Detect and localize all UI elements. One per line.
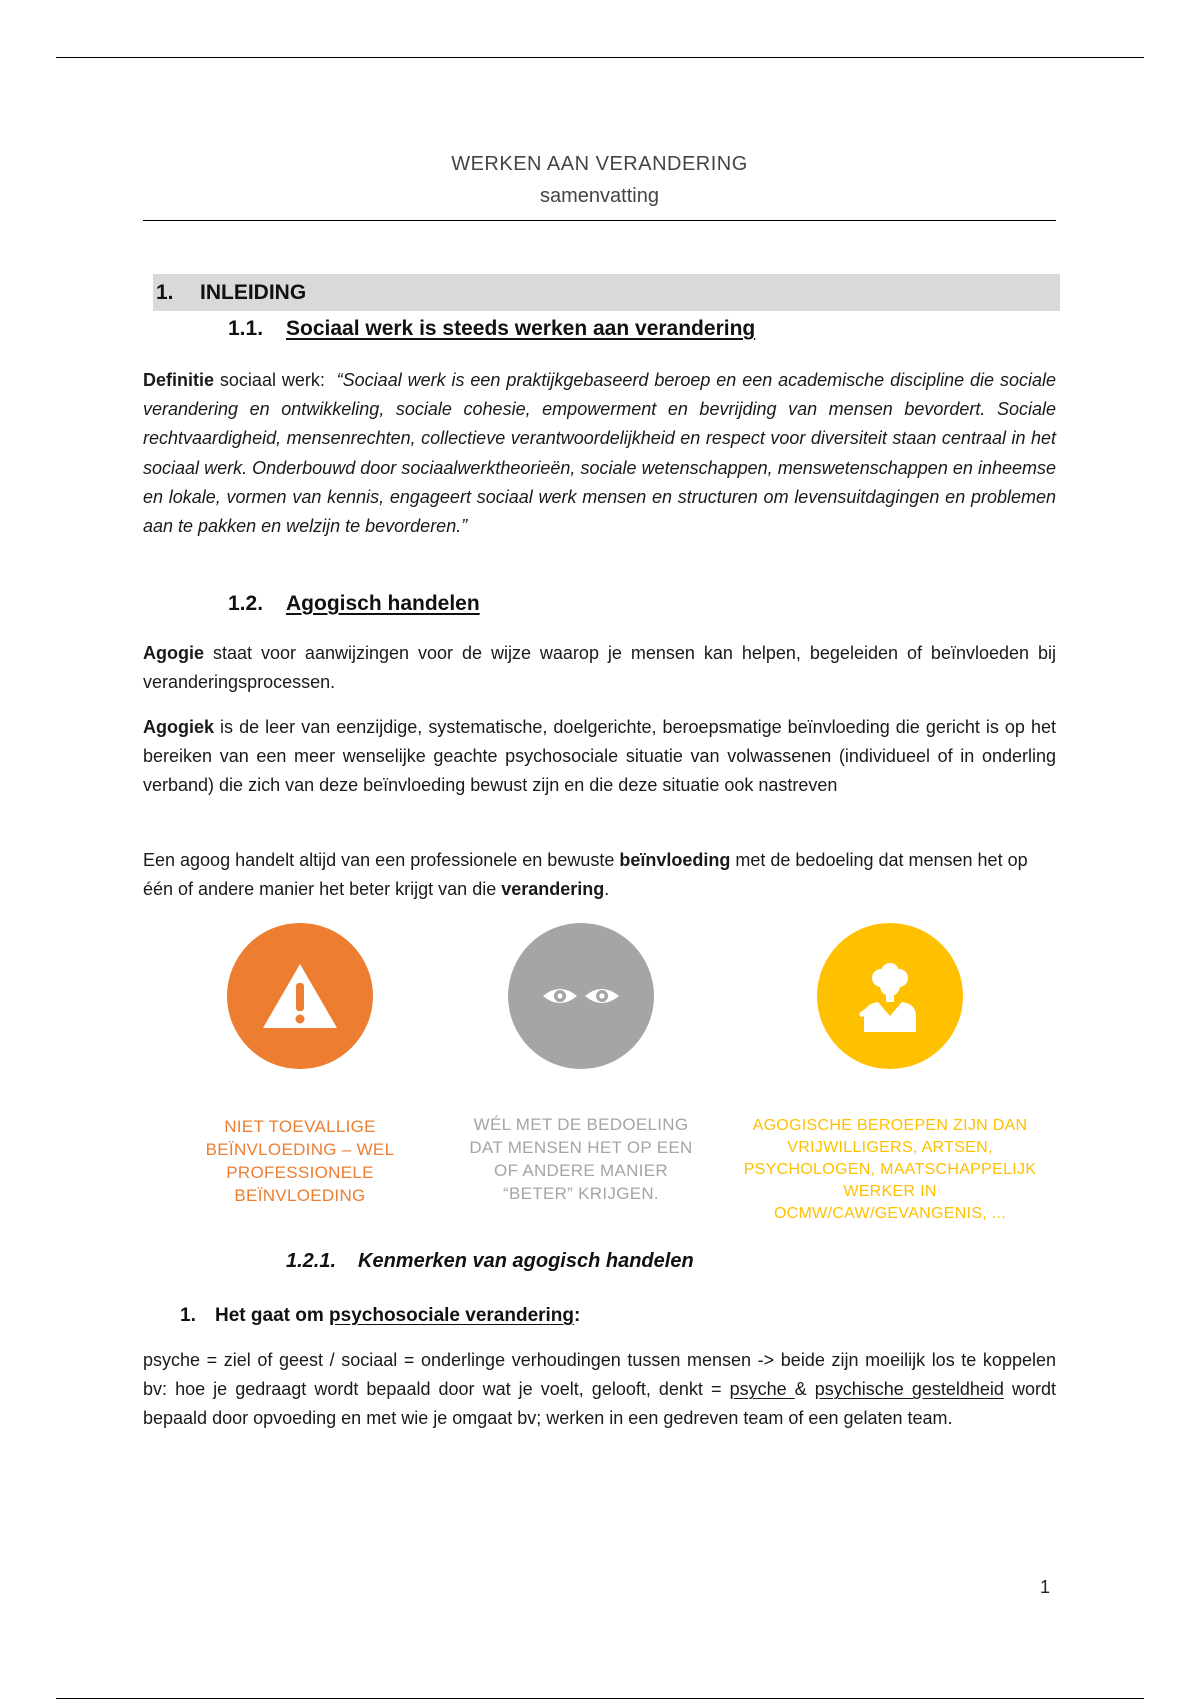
section-number: 1.: [156, 280, 174, 304]
document-title: WERKEN AAN VERANDERING: [451, 153, 748, 175]
subsection-title: Agogisch handelen: [286, 592, 480, 615]
agogiek-paragraph: [143, 713, 1056, 801]
agogiek-label: Agogiek: [143, 717, 215, 737]
top-border-line: [56, 57, 1144, 58]
definition-quote: “Sociaal werk is een praktijkgebaseerd beroep en een academische discipline die sociale verandering en ontwikkeling, sociale cohesie, empowerment en bevrijding van mensen bevordert. Sociale rechtvaardigheid, mensenrechten, collectieve verantwoordelijkheid en respect voor diversiteit staan centraal in het sociaal werk. Onderbouwd door sociaalwerktheorieën, sociale wetenschappen, menswetenschappen en inheemse en lokale, vormen van kennis, engageert sociaal werk mensen en structuren om levensuitdagingen en problemen aan te pakken en welzijn te bevorderen.”: [143, 370, 1056, 537]
caption-text: AGOGISCHE BEROEPEN ZIJN DAN VRIJWILLIGERS, ARTSEN, PSYCHOLOGEN, MAATSCHAPPELIJK WERKER IN OCMW/CAW/GEVANGENIS, ...: [743, 1117, 1037, 1222]
header-divider: [143, 220, 1056, 221]
agogiek-text: is de leer van eenzijdige, systematische, doelgerichte, beroepsmatige beïnvloeding die gericht is op het bereiken van een meer wenselijke geachte psychosociale situatie van volwassenen (individueel of in onderling verband) die zich van deze beïnvloeding bewust zijn en die deze situatie ook nastreven: [143, 717, 1056, 796]
psyche-text-2: wordt: [1003, 1379, 1056, 1400]
agogie-label: Agogie: [143, 643, 204, 663]
agoog-text-1: Een agoog handelt altijd van een professionele en bewuste: [143, 850, 620, 870]
kenmerk-title: [215, 1305, 580, 1327]
kenmerk-underlined: psychosociale verandering: [329, 1305, 575, 1326]
agoog-paragraph: [143, 846, 1056, 904]
kenmerk-number: 1.: [180, 1305, 196, 1326]
professional-icon: [850, 958, 930, 1034]
section-heading-inleiding: [153, 274, 1060, 311]
definition-paragraph: [143, 366, 1056, 541]
subsection-heading-1-2: [228, 592, 480, 616]
professional-circle: [817, 923, 963, 1069]
subsubsection-heading-1-2-1: [286, 1250, 694, 1273]
eyes-circle: [508, 923, 654, 1069]
caption-professional-influence: [184, 1115, 416, 1207]
agoog-text-3: .: [604, 879, 610, 900]
section-title: INLEIDING: [200, 280, 307, 304]
subsection-title: Sociaal werk is steeds werken aan verandering: [286, 317, 756, 340]
page-number: 1: [1040, 1577, 1051, 1597]
agoog-bold-beinvloeding: beïnvloeding: [619, 850, 731, 870]
subsubsection-title: Kenmerken van agogisch handelen: [358, 1250, 694, 1272]
kenmerk-heading-1: [180, 1305, 580, 1327]
agoog-text-2: met de bedoeling dat mensen het op één of andere manier het beter krijgt van die: [143, 850, 1028, 900]
agoog-bold-verandering: verandering: [501, 879, 605, 900]
warning-icon: [260, 961, 340, 1031]
eyes-icon: [541, 981, 621, 1011]
subsection-number: 1.2.: [228, 592, 264, 615]
agogie-paragraph: [143, 639, 1056, 697]
caption-intention: [450, 1113, 712, 1205]
definition-label: Definitie: [143, 370, 215, 390]
bottom-border-line: [56, 1698, 1144, 1699]
document-subtitle: samenvatting: [540, 185, 659, 207]
caption-text: NIET TOEVALLIGE BEÏNVLOEDING – WEL PROFESSIONELE BEÏNVLOEDING: [205, 1117, 395, 1205]
kenmerk-pre: Het gaat om: [215, 1305, 330, 1326]
psyche-paragraph: [143, 1346, 1056, 1434]
psyche-underline-2: psychische gesteldheid: [814, 1379, 1004, 1400]
subsubsection-number: 1.2.1.: [286, 1250, 337, 1272]
psyche-underline-1: psyche: [729, 1379, 795, 1400]
warning-circle: [227, 923, 373, 1069]
psyche-text-3: bepaald door opvoeding en met wie je omgaat bv; werken in een gedreven team of een gelaten team.: [143, 1408, 953, 1429]
subsection-number: 1.1.: [228, 317, 264, 340]
kenmerk-post: :: [574, 1305, 581, 1326]
psyche-text-1: psyche = ziel of geest / sociaal = onderlinge verhoudingen tussen mensen -> beide zijn moeilijk los te koppelen bv: hoe je gedraagt wordt bepaald door wat je voelt, gelooft, denkt =: [143, 1350, 1056, 1400]
caption-professions: [732, 1115, 1048, 1225]
subsection-heading-1-1: [228, 317, 755, 341]
caption-text: WÉL MET DE BEDOELING DAT MENSEN HET OP EEN OF ANDERE MANIER “BETER” KRIJGEN.: [469, 1115, 693, 1203]
definition-lead: sociaal werk:: [214, 370, 337, 390]
psyche-ampersand: &: [794, 1379, 815, 1400]
agogie-text: staat voor aanwijzingen voor de wijze waarop je mensen kan helpen, begeleiden of beïnvloeden bij veranderingsprocessen.: [143, 643, 1056, 693]
document-header: [143, 148, 1056, 212]
